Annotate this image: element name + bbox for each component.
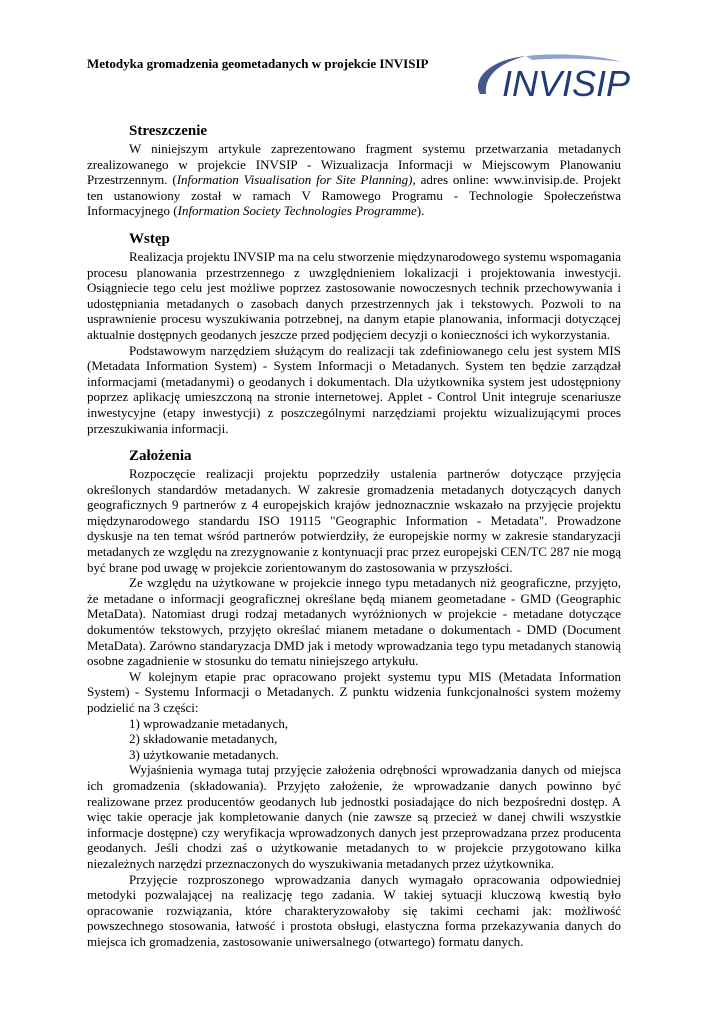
invisip-logo-graphic (462, 50, 642, 110)
section-heading-abstract: Streszczenie (129, 123, 208, 139)
list-item: 1) wprowadzanie metadanych, (129, 715, 289, 731)
abstract-italic-b: Information Society Technologies Programme (177, 203, 417, 219)
abstract-text-a: W niniejszym artykule zaprezentowano fragment systemu przetwarzania metadanych zrealizowanego w projekcie INVSIP - Wizualizacja Informacji w Miejscowym Planowaniu Przestrzennym. ( (87, 141, 621, 188)
assumptions-paragraph-4: Wyjaśnienia wymaga tutaj przyjęcie założenia odrębności wprowadzania danych od miejsca ich gromadzenia (składowania). Przyjęto założenie, że wprowadzanie danych powinno być realizowane przez producentów geodanych lub jednostki posiadające do nich bezpośredni dostęp. A więc takie operacje jak kompletowanie danych (nie zawsze są przecież w danej chwili wszystkie informacje dostępne) czy weryfikacja wprowadzonych danych jest przeprowadzana przez producenta geodanych. Jeśli chodzi zaś o użytkowanie metadanych to w projekcie przygotowano kilka niezależnych narzędzi przeznaczonych do wyszukiwania metadanych przez użytkownika. (87, 762, 621, 871)
intro-paragraph-2: Podstawowym narzędziem służącym do realizacji tak zdefiniowanego celu jest system MIS (Metadata Information System) - System Informacji o Metadanych. System ten będzie zarządzał informacjami (metadanymi) o geodanych i dokumentach. Dla użytkownika system jest udostępniony poprzez aplikację umieszczoną na stronie internetowej. Applet - Control Unit integruje scenariusze inwestycyjne (etapy inwestycji) z poszczególnymi narzędziami projektu wizualizującymi proces przeszukiwania informacji. (87, 342, 621, 436)
assumptions-paragraph-1: Rozpoczęcie realizacji projektu poprzedziły ustalenia partnerów dotyczące przyjęcia określonych standardów metadanych. W zakresie gromadzenia metadanych dotyczących danych geograficznych 9 partnerów z 4 europejskich krajów jednoznacznie wskazało na przyjęcie projektu międzynarodowego standardu ISO 19115 "Geographic Information - Metadata". Prowadzone dyskusje na ten temat wśród partnerów potwierdziły, że europejskie normy w zakresie standaryzacji metadanych ze względu na zrezygnowanie z kontynuacji prac przez europejski CEN/TC 287 nie mogą być brane pod uwagę w projekcie zorientowanym do zastosowania w przyszłości. (87, 466, 621, 575)
assumptions-paragraph-2: Ze względu na użytkowane w projekcie innego typu metadanych niż geograficzne, przyjęto, że metadane o informacji geograficznej określane będą mianem geometadane - GMD (Geographic MetaData). Natomiast drugi rodzaj metadanych wyróżnionych w projekcie - metadane dotyczące dokumentów tekstowych, przyjęto określać mianem metadane o dokumentach - DMD (Document MetaData). Zarówno standaryzacja DMD jak i metody wprowadzania tego typu metadanych stanowią osobne zagadnienie w stosunku do tematu niniejszego artykułu. (87, 575, 621, 669)
abstract-italic-a: Information Visualisation for Site Planning), (176, 172, 416, 188)
section-heading-assumptions: Założenia (129, 448, 192, 465)
list-item: 3) użytkowanie metadanych. (129, 746, 279, 762)
article-body (87, 122, 621, 950)
abstract-text-c: ). (416, 203, 425, 219)
invisip-logo (462, 50, 642, 110)
document-title: Metodyka gromadzenia geometadanych w projekcie INVISIP (87, 56, 429, 71)
assumptions-paragraph-5: Przyjęcie rozproszonego wprowadzania danych wymagało opracowania odpowiedniej metodyki pozwalającej na realizację tego zadania. W takiej sytuacji kluczową kwestią było opracowanie rozwiązania, które charakteryzowałoby się takimi cechami jak: możliwość powszechnego stosowania, łatwość i prostota obsługi, elastyczna forma przekazywania danych do miejsca ich gromadzenia, zastosowanie uniwersalnego (otwartego) formatu danych. (87, 871, 621, 949)
intro-paragraph-1: Realizacja projektu INVSIP ma na celu stworzenie międzynarodowego systemu wspomagania procesu planowania przestrzennego z uwzględnieniem lokalizacji i projektowania inwestycji. Osiągniecie tego celu jest możliwe poprzez zastosowanie nowoczesnych technik przechowywania i udostępniania metadanych o zasobach danych przestrzennych jak i tekstowych. Pozwoli to na usprawnienie procesu wyszukiwania potrzebnej, na danym etapie planowania, informacji dotyczącej aktualnie dostępnych geodanych jeszcze przed podjęciem decyzji o konieczności ich wykorzystania. (87, 248, 621, 342)
abstract-paragraph (87, 141, 621, 219)
logo-wordmark: INVISIP (502, 63, 631, 104)
assumptions-paragraph-3: W kolejnym etapie prac opracowano projekt systemu typu MIS (Metadata Information System) - Systemu Informacji o Metadanych. Z punktu widzenia funkcjonalności system możemy podzielić na 3 części: (87, 668, 621, 715)
abstract-text-b: adres online: www.invisip.de. Projekt ten ustanowiony został w ramach V Ramowego Programu - Technologie Społeczeństwa Informacyjnego ( (87, 172, 621, 219)
section-heading-intro: Wstęp (129, 230, 170, 247)
list-item: 2) składowanie metadanych, (129, 731, 278, 747)
